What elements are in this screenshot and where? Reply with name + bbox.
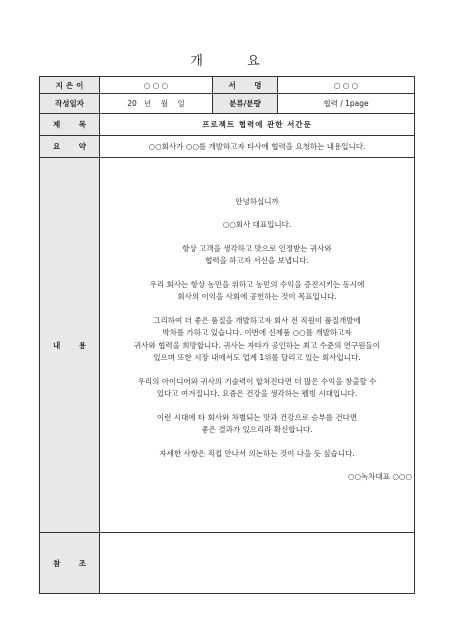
content-paragraph: 이런 시대에 타 회사와 차별되는 맛과 건강으로 승부를 건다면 좋은 결과가 있으리라 확신합니다. [156,412,358,434]
content-intro: ○○회사 대표입니다. [222,220,292,229]
page-title: 개 요 [190,54,280,69]
summary-row [40,136,415,158]
content-paragraph: 우리 회사는 항상 농민을 위하고 농민의 수익을 증진시키는 동시에 회사의 이익을 사회에 공헌하는 것이 목표입니다. [149,279,365,301]
author-value[interactable]: ○ ○ ○ [100,77,213,94]
content-paragraph: 항상 고객을 생각하고 맛으로 인정받는 귀사와 협력을 하고자 서신을 보냅니다. [182,243,332,265]
content-row [40,158,415,533]
content-body[interactable] [100,158,415,533]
author-label: 지은이 [40,77,100,94]
document-form [39,76,415,594]
summary-label: 요 약 [40,136,100,158]
content-paragraph: 그리하여 더 좋은 품질을 개발하고자 회사 전 직원이 품질개발에 박차를 가하고 있습니다. 이번에 신제품 ○○를 개발하고자 귀사와 협력을 희망합니다. 귀사는 자타가 공인하는 최고 수준의 연구원들이 있으며 또한 시장 내에서도 업계 1위를 달리고 있는 회사입니다. [133,315,381,362]
date-value[interactable]: 20 년 월 일 [100,94,213,114]
summary-value[interactable]: ○○회사가 ○○를 개발하고자 타사에 협력을 요청하는 내용입니다. [100,136,415,158]
date-row [40,94,415,114]
reference-value[interactable] [100,533,415,594]
content-paragraph: 자세한 사항은 직접 만나서 의논하는 것이 나을 듯 싶습니다. [159,448,355,458]
content-paragraph: 우리의 아이디어와 귀사의 기술력이 합쳐진다면 더 많은 수익을 창출할 수 있다고 여겨집니다. 요즘은 건강을 생각하는 웰빙 시대입니다. [137,376,377,398]
subject-row [40,114,415,136]
category-value[interactable]: 협력 / 1page [278,94,415,114]
content-label: 내 용 [40,158,100,533]
subject-value[interactable]: 프로젝트 협력에 관한 서간문 [100,114,415,136]
category-label: 분류/분량 [213,94,278,114]
reference-label: 참 조 [40,533,100,594]
subject-label: 제 목 [40,114,100,136]
date-label: 작성일자 [40,94,100,114]
signature-value[interactable]: ○ ○ ○ [278,77,415,94]
content-signoff: ○○녹차대표 ○○○ [347,472,412,481]
content-greeting: 안녕하십니까 [235,196,279,206]
reference-row [40,533,415,594]
signature-label: 서 명 [213,77,278,94]
author-row [40,77,415,94]
